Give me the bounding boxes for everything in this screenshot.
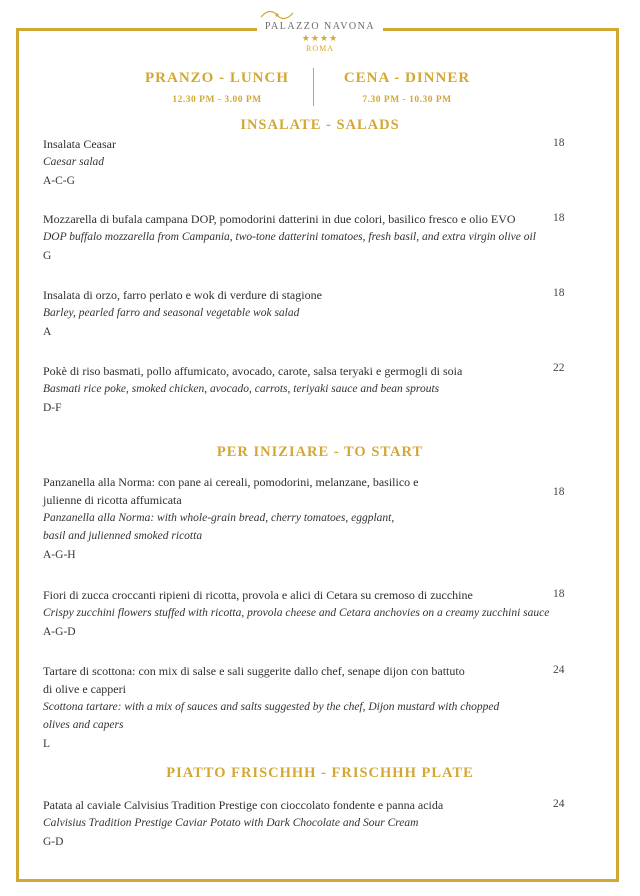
item-name-en: Calvisius Tradition Prestige Caviar Potato with Dark Chocolate and Sour Cream	[43, 817, 419, 829]
item-allergens: A-C-G	[43, 175, 75, 187]
dinner-time: 7.30 PM - 10.30 PM	[362, 95, 452, 105]
item-name-it: Insalata di orzo, farro perlato e wok di verdure di stagione	[43, 288, 322, 302]
item-name-en: Crispy zucchini flowers stuffed with ricotta, provola cheese and Cetara anchovies on a creamy zucchini sauce	[43, 607, 550, 619]
item-name-it: Panzanella alla Norma: con pane ai cereali, pomodorini, melanzane, basilico e	[43, 475, 419, 489]
item-name-en: Scottona tartare: with a mix of sauces and salts suggested by the chef, Dijon mustard with chopped	[43, 701, 500, 713]
item-allergens: G-D	[43, 836, 64, 848]
hotel-city: ROMA	[305, 44, 334, 53]
item-price: 22	[553, 362, 565, 374]
item-allergens: G	[43, 250, 52, 262]
hotel-logo	[257, 8, 383, 58]
item-name-it: Pokè di riso basmati, pollo affumicato, avocado, carote, salsa teryaki e germogli di soia	[43, 364, 463, 378]
item-name-en: Panzanella alla Norma: with whole-grain bread, cherry tomatoes, eggplant,	[43, 512, 395, 524]
item-allergens: A	[43, 326, 52, 338]
item-price: 24	[553, 664, 565, 676]
item-allergens: D-F	[43, 402, 62, 414]
menu-item	[43, 286, 588, 341]
menu-item	[43, 796, 588, 851]
dinner-title: CENA - DINNER	[343, 70, 471, 86]
menu-item	[43, 210, 588, 265]
menu-item	[43, 135, 588, 190]
section-title-to-start: PER INIZIARE - TO START	[216, 444, 424, 460]
item-name-en: Caesar salad	[43, 156, 105, 168]
item-name-it: Insalata Ceasar	[43, 137, 116, 151]
item-allergens: A-G-H	[43, 549, 76, 561]
menu-item	[43, 362, 588, 417]
item-price: 18	[553, 137, 565, 149]
hotel-name: PALAZZO NAVONA	[264, 21, 376, 32]
item-name-en: Barley, pearled farro and seasonal vegetable wok salad	[43, 307, 300, 319]
item-price: 24	[553, 798, 565, 810]
item-name-it: Mozzarella di bufala campana DOP, pomodorini datterini in due colori, basilico fresco e olio EVO	[43, 212, 516, 226]
lunch-hours	[137, 70, 297, 105]
ornament-icon	[257, 8, 297, 22]
lunch-time: 12.30 PM - 3.00 PM	[172, 95, 262, 105]
item-name-en: Basmati rice poke, smoked chicken, avocado, carrots, teriyaki sauce and bean sprouts	[43, 383, 440, 395]
hotel-stars: ★★★★	[301, 33, 339, 43]
item-name-it: Tartare di scottona: con mix di salse e sali suggerite dallo chef, senape dijon con battuto	[43, 664, 465, 678]
item-allergens: L	[43, 738, 51, 750]
section-title-salads: INSALATE - SALADS	[240, 117, 400, 133]
item-name-en: olives and capers	[43, 719, 124, 731]
section-title-frischhh-plate: PIATTO FRISCHHH - FRISCHHH PLATE	[166, 765, 474, 781]
menu-item	[43, 473, 588, 564]
item-name-it: julienne di ricotta affumicata	[43, 493, 182, 507]
item-price: 18	[553, 588, 565, 600]
item-price: 18	[553, 212, 565, 224]
hours-divider	[313, 68, 314, 106]
menu-item	[43, 662, 588, 753]
item-name-it: Patata al caviale Calvisius Tradition Prestige con cioccolato fondente e panna acida	[43, 798, 444, 812]
item-allergens: A-G-D	[43, 626, 76, 638]
menu-item	[43, 586, 588, 641]
item-price: 18	[553, 287, 565, 299]
item-name-it: Fiori di zucca croccanti ripieni di ricotta, provola e alici di Cetara su cremoso di zucchine	[43, 588, 473, 602]
lunch-title: PRANZO - LUNCH	[145, 70, 289, 86]
item-name-it: di olive e capperi	[43, 682, 126, 696]
item-name-en: DOP buffalo mozzarella from Campania, two-tone datterini tomatoes, fresh basil, and extra virgin olive oil	[43, 231, 536, 243]
item-price: 18	[553, 486, 565, 498]
dinner-hours	[327, 70, 487, 105]
item-name-en: basil and julienned smoked ricotta	[43, 530, 203, 542]
